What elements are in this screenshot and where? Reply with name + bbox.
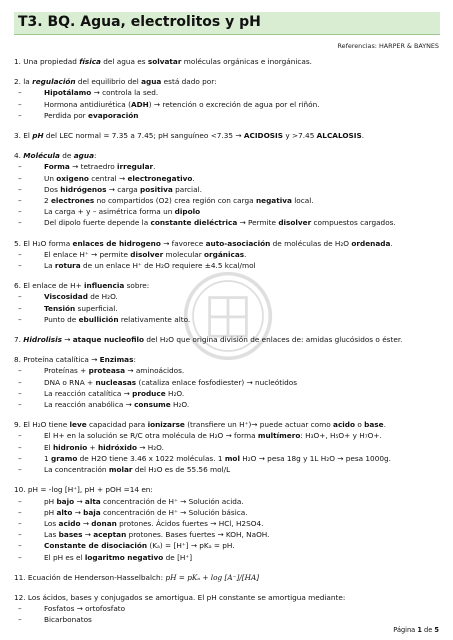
item-9-sub-3: – 1 gramo de H2O tiene 3.46 x 1022 moléculas. 1 mol H₂O → pesa 18g y 1L H₂O → pesa 1000g. <box>14 453 440 464</box>
item-12-sub-2: – Bicarbonatos <box>14 614 440 625</box>
item-10-sub-3: – Los acido → donan protones. Ácidos fuertes → HCl, H2SO4. <box>14 518 440 529</box>
item-11: 11. Ecuación de Henderson-Hasselbalch: pH = pKₐ + log [A⁻]/[HA] <box>14 572 260 582</box>
item-8-sub-3: – La reacción catalítica → produce H₂O. <box>14 388 440 399</box>
item-5: 5. El H₂O forma enlaces de hidrogeno → favorece auto-asociación de moléculas de H₂O ordenada. <box>14 238 393 248</box>
title-bar <box>14 12 440 35</box>
item-1: 1. Una propiedad física del agua es solvatar moléculas orgánicas e inorgánicas. <box>14 57 312 66</box>
references: Referencias: HARPER & BAYNES <box>337 42 439 50</box>
item-12: 12. Los ácidos, bases y conjugados se amortigua. El pH constante se amortigua mediante: <box>14 592 346 602</box>
item-8-sub-2: – DNA o RNA + nucleasas (cataliza enlace fosfodiester) → nucleótidos <box>14 377 440 388</box>
item-6-sub-3: – Punto de ebullición relativamente alto. <box>14 314 440 325</box>
item-4-sub-3: – Dos hidrógenos → carga positiva parcial. <box>14 184 440 195</box>
item-2-sub-1: – Hipotálamo → controla la sed. <box>14 87 440 98</box>
item-7: 7. Hidrolisis → ataque nucleofilo del H₂O que origina división de enlaces de: amidas glucósidos o éster. <box>14 335 403 345</box>
item-10-sub-5: – Constante de disociación (Kₐ) = [H⁺] → pKₐ = pH. <box>14 540 440 551</box>
item-10-sub-1: – pH bajo → alta concentración de H⁺ → Solución acida. <box>14 496 440 507</box>
item-9-sub-2: – El hidronio + hidróxido → H₂O. <box>14 442 440 453</box>
item-4-sub-5: – La carga + y – asimétrica forma un dipolo <box>14 206 440 217</box>
item-9-sub-1: – El H+ en la solución se R/C otra molécula de H₂O → forma multímero: H₃O+, H₅O+ y H₇O+. <box>14 430 440 441</box>
item-9-sub-4: – La concentración molar del H₂O es de 55.56 mol/L <box>14 464 440 475</box>
item-10-sub-4: – Las bases → aceptan protones. Bases fuertes → KOH, NaOH. <box>14 529 440 540</box>
page-footer: Página 1 de 5 <box>393 626 439 634</box>
item-4-sub-2: – Un oxigeno central → electronegativo. <box>14 173 440 184</box>
item-6-sub-2: – Tensión superficial. <box>14 303 440 314</box>
item-3: 3. El pH del LEC normal = 7.35 a 7.45; pH sanguíneo <7.35 → ACIDOSIS y >7.45 ALCALOSIS. <box>14 131 365 141</box>
item-4-sub-6: – Del dipolo fuerte depende la constante dieléctrica → Permite disolver compuestos cargados. <box>14 217 440 228</box>
document-body <box>14 56 440 626</box>
item-2-sub-3: – Perdida por evaporación <box>14 110 440 121</box>
item-9: 9. El H₂O tiene leve capacidad para ionizarse (transfiere un H⁺)→ puede actuar como acido o base. <box>14 420 386 430</box>
item-6: 6. El enlace de H+ influencia sobre: <box>14 281 150 291</box>
item-6-sub-1: – Viscosidad de H₂O. <box>14 291 440 302</box>
item-4: 4. Molécula de agua: <box>14 151 97 161</box>
page-title: T3. BQ. Agua, electrolitos y pH <box>18 14 261 30</box>
item-4-sub-1: – Forma → tetraedro irregular. <box>14 161 440 172</box>
item-4-sub-4: – 2 electrones no compartidos (O2) crea región con carga negativa local. <box>14 195 440 206</box>
item-10: 10. pH = -log [H⁺], pH + pOH =14 en: <box>14 485 153 495</box>
henderson-hasselbalch-formula: pH = pKₐ + log [A⁻]/[HA] <box>165 572 260 582</box>
item-2-sub-2: – Hormona antidiurética (ADH) → retención o excreción de agua por el riñón. <box>14 99 440 110</box>
item-10-sub-6: – El pH es el logaritmo negativo de [H⁺] <box>14 552 440 563</box>
item-12-sub-1: – Fosfatos → ortofosfato <box>14 603 440 614</box>
item-2: 2. la regulación del equilibrio del agua está dado por: <box>14 77 217 87</box>
item-10-sub-2: – pH alto → baja concentración de H⁺ → Solución básica. <box>14 507 440 518</box>
item-8: 8. Proteína catalítica → Enzimas: <box>14 355 136 365</box>
item-5-sub-2: – La rotura de un enlace H⁺ de H₂O requiere ±4.5 kcal/mol <box>14 260 440 271</box>
item-8-sub-4: – La reacción anabólica → consume H₂O. <box>14 399 440 410</box>
item-8-sub-1: – Proteínas + proteasa → aminoácidos. <box>14 365 440 376</box>
item-5-sub-1: – El enlace H⁺ → permite disolver molecular orgánicas. <box>14 249 440 260</box>
